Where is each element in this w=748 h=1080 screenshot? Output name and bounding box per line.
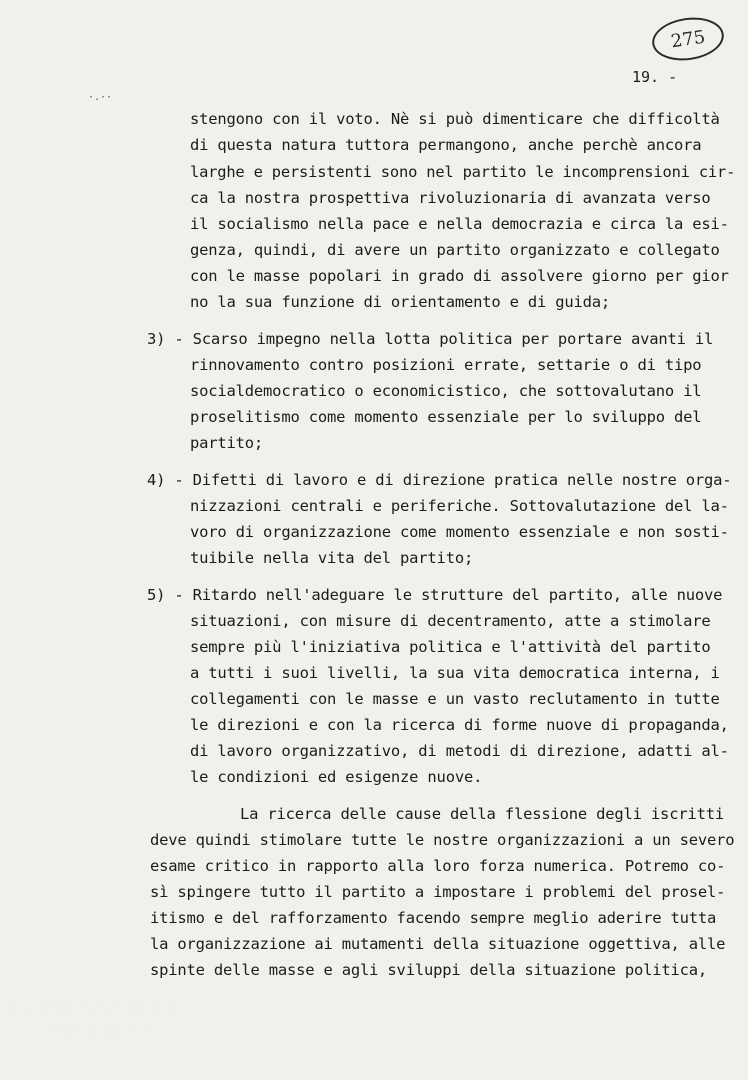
text-line: 5) - Ritardo nell'adeguare le strutture del partito, alle nuove — [147, 586, 723, 604]
text-line: di lavoro organizzativo, di metodi di direzione, adatti al- — [190, 742, 729, 760]
page-number: 19. - — [632, 68, 678, 86]
watermark — [4, 996, 204, 1048]
text-line: di questa natura tuttora permangono, anche perchè ancora — [190, 136, 702, 154]
text-line: la organizzazione ai mutamenti della situazione oggettiva, alle — [150, 935, 726, 953]
text-line: larghe e persistenti sono nel partito le incomprensioni cir- — [190, 163, 736, 181]
text-line: le condizioni ed esigenze nuove. — [190, 768, 483, 786]
text-line: situazioni, con misure di decentramento, atte a stimolare — [190, 612, 711, 630]
text-line: esame critico in rapporto alla loro forza numerica. Potremo co- — [150, 857, 726, 875]
watermark-line-1: FONDAZIONE — [4, 996, 178, 1021]
text-line: spinte delle masse e agli sviluppi della situazione politica, — [150, 961, 708, 979]
archive-number-stamp — [649, 13, 726, 65]
text-line: tuibile nella vita del partito; — [190, 549, 474, 567]
text-line: 4) - Difetti di lavoro e di direzione pratica nelle nostre orga- — [147, 471, 732, 489]
text-line: con le masse popolari in grado di assolvere giorno per gior — [190, 267, 729, 285]
text-line: proselitismo come momento essenziale per lo sviluppo del — [190, 408, 702, 426]
ink-mark: ·.·· — [88, 92, 113, 103]
text-line: 3) - Scarso impegno nella lotta politica per portare avanti il — [147, 330, 714, 348]
text-line: sempre più l'iniziativa politica e l'attività del partito — [190, 638, 711, 656]
text-line: partito; — [190, 434, 264, 452]
text-line: ca la nostra prospettiva rivoluzionaria di avanzata verso — [190, 189, 711, 207]
text-line: genza, quindi, di avere un partito organizzato e collegato — [190, 241, 720, 259]
text-line: nizzazioni centrali e periferiche. Sottovalutazione del la- — [190, 497, 729, 515]
text-line: stengono con il voto. Nè si può dimenticare che difficoltà — [190, 110, 720, 128]
text-line: La ricerca delle cause della flessione degli iscritti — [240, 805, 724, 823]
text-line: le direzioni e con la ricerca di forme nuove di propaganda, — [190, 716, 729, 734]
text-line: voro di organizzazione come momento essenziale e non sosti- — [190, 523, 729, 541]
text-line: socialdemocratico o economicistico, che sottovalutano il — [190, 382, 702, 400]
text-line: rinnovamento contro posizioni errate, settarie o di tipo — [190, 356, 702, 374]
text-line: itismo e del rafforzamento facendo sempre meglio aderire tutta — [150, 909, 717, 927]
text-line: collegamenti con le masse e un vasto reclutamento in tutte — [190, 690, 720, 708]
text-line: a tutti i suoi livelli, la sua vita democratica interna, i — [190, 664, 720, 682]
archive-number: 275 — [669, 26, 707, 52]
text-line: no la sua funzione di orientamento e di guida; — [190, 293, 611, 311]
text-line: il socialismo nella pace e nella democrazia e circa la esi- — [190, 215, 729, 233]
text-line: deve quindi stimolare tutte le nostre organizzazioni a un severo — [150, 831, 735, 849]
text-line: sì spingere tutto il partito a impostare i problemi del prosel- — [150, 883, 726, 901]
watermark-line-2: GRAMSCI — [44, 1022, 166, 1047]
